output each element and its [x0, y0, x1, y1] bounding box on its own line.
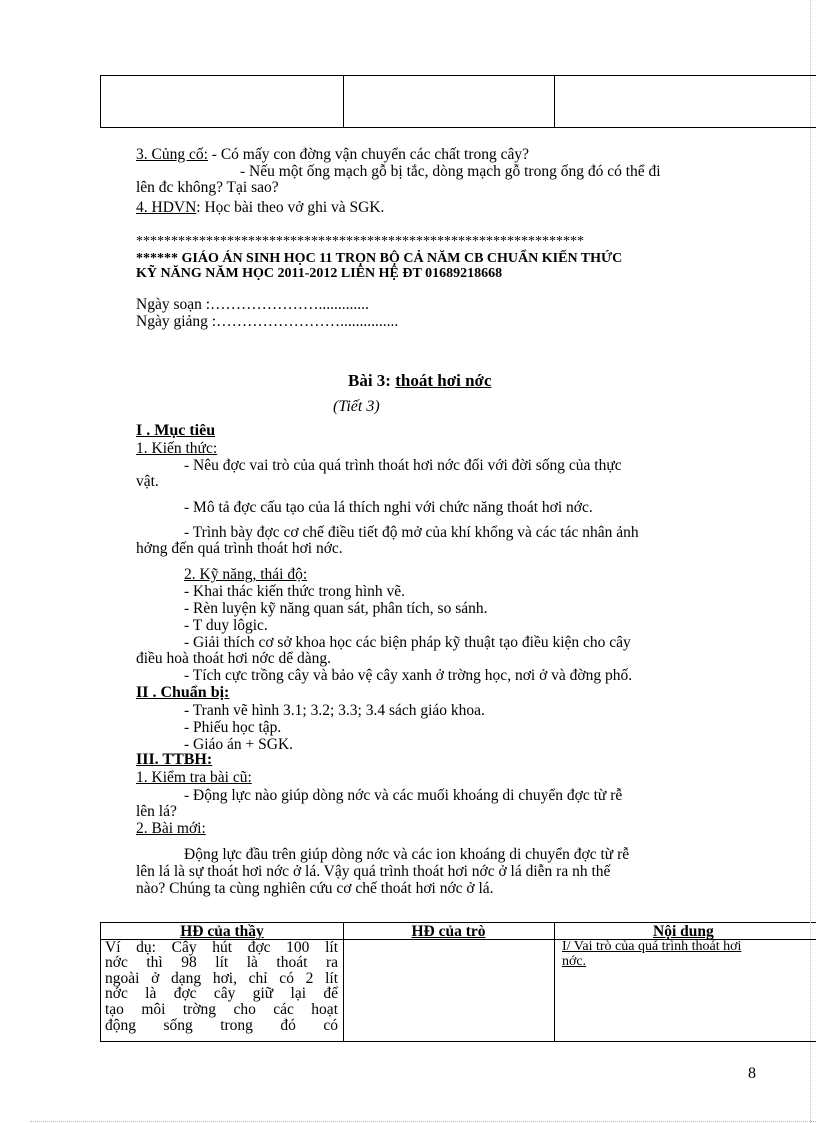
- page-edge-bottom: [30, 1121, 816, 1122]
- knowledge-1b: vật.: [136, 473, 159, 490]
- homework: [136, 200, 384, 216]
- knowledge-1: - Nêu đợc vai trò của quá trình thoát hơi nớc đối với đời sống của thực: [184, 457, 622, 474]
- teacher-line: động sống trong đó có: [105, 1017, 338, 1034]
- content-heading-1: I/ Vai trò của quá trình thoát hơi: [562, 940, 742, 954]
- skill-2: - Rèn luyện kỹ năng quan sát, phân tích, so sánh.: [184, 600, 488, 617]
- knowledge-heading: 1. Kiến thức:: [136, 440, 218, 457]
- top-table-fragment: [100, 75, 816, 128]
- activity-table: [100, 922, 816, 1042]
- new-2: lên lá là sự thoát hơi nớc ở lá. Vậy quá trình thoát hơi nớc ở lá diễn ra nh thế: [136, 863, 611, 880]
- banner-stars: ****************************************************************: [136, 234, 584, 249]
- knowledge-3: - Trình bày đợc cơ chế điều tiết độ mở của khí khổng và các tác nhân ảnh: [184, 524, 639, 541]
- banner-line1: ****** GIÁO ÁN SINH HỌC 11 TRỌN BỘ CẢ NĂM CB CHUẨN KIẾN THỨC: [136, 251, 623, 266]
- prep-3: - Giáo án + SGK.: [184, 736, 294, 753]
- review-q2: - Nếu một ống mạch gỗ bị tắc, dòng mạch gỗ trong ống đó có thể đi: [240, 163, 661, 180]
- knowledge-3b: hởng đến quá trình thoát hơi nớc.: [136, 540, 343, 557]
- knowledge-2: - Mô tả đợc cấu tạo của lá thích nghi với chức năng thoát hơi nớc.: [184, 499, 593, 516]
- page-number: 8: [748, 1065, 756, 1082]
- header-student: HĐ của trò: [411, 923, 486, 940]
- new-1: Động lực đầu trên giúp dòng nớc và các ion khoáng di chuyển đợc từ rễ: [184, 846, 630, 863]
- header-content: Nội dung: [653, 923, 714, 940]
- skill-4b: điều hoà thoát hơi nớc dể dàng.: [136, 650, 332, 667]
- review-label: 3. Củng cố:: [136, 146, 208, 163]
- new-3: nào? Chúng ta cùng nghiên cứu cơ chế thoát hơi nớc ở lá.: [136, 880, 494, 897]
- skill-3: - T duy lôgic.: [184, 617, 268, 634]
- teacher-line: ngoài ở dạng hơi, chỉ có 2 lít: [105, 970, 338, 987]
- teach-date: Ngày giảng :……………………...............: [136, 313, 399, 330]
- objectives-heading: I . Mục tiêu: [136, 422, 216, 439]
- page-edge-right: [810, 0, 811, 1123]
- prep-1: - Tranh vẽ hình 3.1; 3.2; 3.3; 3.4 sách giáo khoa.: [184, 702, 485, 719]
- review-q1: [136, 147, 529, 163]
- check-1: - Động lực nào giúp dòng nớc và các muối khoáng di chuyển đợc từ rễ: [184, 787, 623, 804]
- homework-text: : Học bài theo vở ghi và SGK.: [196, 199, 385, 216]
- table-divider: [343, 76, 344, 127]
- review-q2b: lên đc không? Tại sao?: [136, 179, 279, 196]
- skill-4: - Giải thích cơ sở khoa học các biện pháp kỹ thuật tạo điều kiện cho cây: [184, 634, 631, 651]
- teacher-line: nớc là đợc cây giữ lại để: [105, 985, 338, 1002]
- check-heading: 1. Kiểm tra bài cũ:: [136, 769, 252, 786]
- lesson-title: [348, 373, 492, 389]
- skills-heading: 2. Kỹ năng, thái độ:: [184, 566, 308, 583]
- lesson-period: (Tiết 3): [333, 398, 380, 415]
- homework-label: 4. HDVN: [136, 199, 197, 216]
- teacher-line: Ví dụ: Cây hút đợc 100 lít: [105, 939, 338, 956]
- new-heading: 2. Bài mới:: [136, 820, 206, 837]
- prep-date: Ngày soạn :………………….............: [136, 296, 369, 313]
- prep-heading: II . Chuẩn bị:: [136, 684, 230, 701]
- table-divider: [554, 76, 555, 127]
- teacher-line: nớc thì 98 lít là thoát ra: [105, 954, 338, 971]
- skill-1: - Khai thác kiến thức trong hình vẽ.: [184, 583, 406, 600]
- check-1b: lên lá?: [136, 803, 177, 820]
- process-heading: III. TTBH:: [136, 751, 213, 768]
- content-heading-2: nớc.: [562, 954, 587, 969]
- lesson-name: thoát hơi nớc: [395, 371, 492, 390]
- review-q1-text: - Có mấy con đờng vận chuyển các chất trong cây?: [207, 146, 529, 163]
- header-teacher: HĐ của thầy: [180, 923, 264, 940]
- prep-2: - Phiếu học tập.: [184, 719, 282, 736]
- lesson-prefix: Bài 3:: [348, 371, 396, 390]
- teacher-line: tạo môi trờng cho các hoạt: [105, 1001, 338, 1018]
- skill-5: - Tích cực trồng cây và bảo vệ cây xanh ở trờng học, nơi ở và đờng phố.: [184, 667, 633, 684]
- banner-line2: KỸ NĂNG NĂM HỌC 2011-2012 LIÊN HỆ ĐT 01689218668: [136, 266, 503, 281]
